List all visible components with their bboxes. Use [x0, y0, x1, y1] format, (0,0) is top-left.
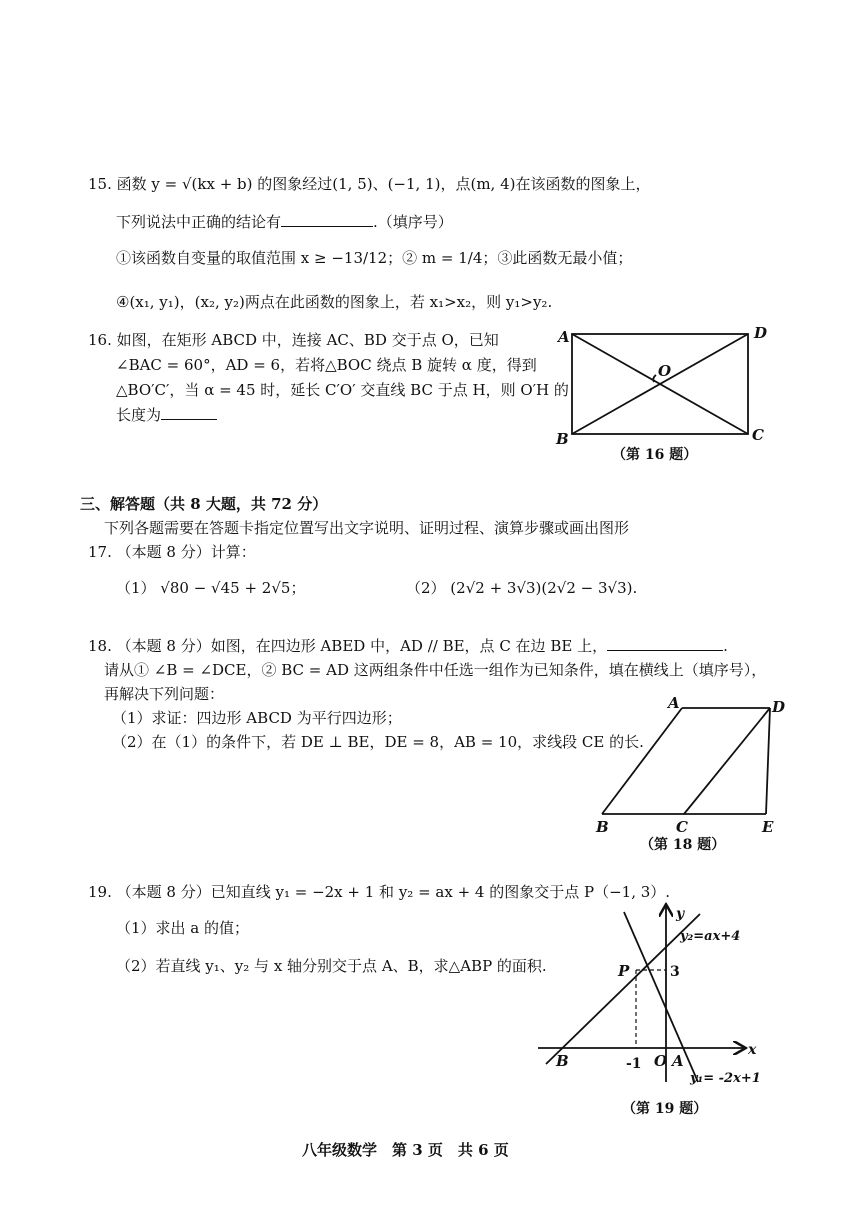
- q15-answer-blank: [281, 212, 373, 227]
- q16-label-c: C: [752, 426, 764, 444]
- q18-part1: （1）求证：四边形 ABCD 为平行四边形；: [112, 709, 402, 727]
- q16-label-a: A: [558, 328, 570, 346]
- q16-label-d: D: [754, 324, 768, 342]
- section3-title: 三、解答题（共 8 大题，共 72 分）: [80, 495, 328, 513]
- q15-line2-text: 下列说法中正确的结论有: [116, 213, 282, 231]
- q16-line3: △BO′C′，当 α = 45 时，延长 C′O′ 交直线 BC 于点 H，则 O′H 的: [116, 381, 569, 399]
- q19-label-b: B: [556, 1052, 569, 1070]
- q17-part1: （1） √80 − √45 + 2√5；: [116, 579, 306, 597]
- q18-part2: （2）在（1）的条件下，若 DE ⊥ BE，DE = 8，AB = 10，求线段 CE 的长.: [112, 733, 644, 751]
- q19-label-y1: y₁= -2x+1: [690, 1071, 761, 1086]
- q18-label-c: C: [676, 818, 688, 836]
- q15-line1: 15. 函数 y = √(kx + b) 的图象经过(1, 5)、(−1, 1)，点(m, 4)在该函数的图象上，: [88, 175, 651, 193]
- q19-label-3: 3: [670, 964, 680, 980]
- q16-answer-blank: [161, 405, 217, 420]
- q18-line1-period: .: [723, 637, 728, 655]
- q18-label-b: B: [596, 818, 609, 836]
- q16-line1: 16. 如图，在矩形 ABCD 中，连接 AC、BD 交于点 O，已知: [88, 331, 499, 349]
- page-footer: 八年级数学 第 3 页 共 6 页: [302, 1141, 509, 1159]
- q19-line-y2: [546, 914, 700, 1064]
- q18-segment-de: [766, 708, 770, 814]
- q16-label-b: B: [556, 430, 569, 446]
- q18-line1-text: 18. （本题 8 分）如图，在四边形 ABED 中，AD // BE，点 C 在边 BE 上，: [88, 637, 608, 655]
- q18-figure: [588, 690, 798, 840]
- q19-label-minus1: -1: [626, 1056, 642, 1072]
- q18-line3: 再解决下列问题：: [104, 685, 225, 703]
- q19-figure: [530, 896, 774, 1090]
- q18-answer-blank: [607, 636, 723, 651]
- q18-line2: 请从① ∠B = ∠DCE，② BC = AD 这两组条件中任选一组作为已知条件，填在横线上（填序号），: [104, 661, 767, 679]
- q19-label-y: y: [676, 906, 685, 922]
- q19-label-p: P: [618, 962, 630, 980]
- q19-line1: 19. （本题 8 分）已知直线 y₁ = −2x + 1 和 y₂ = ax + 4 的图象交于点 P（−1, 3）.: [88, 883, 671, 901]
- q15-line3: ①该函数自变量的取值范围 x ≥ −13/12；② m = 1/4；③此函数无最小值；: [116, 249, 633, 267]
- q15-line2: [116, 212, 453, 232]
- q18-caption: （第 18 题）: [640, 837, 726, 853]
- q19-label-o: O: [654, 1052, 668, 1070]
- q18-segment-dc: [684, 708, 770, 814]
- q18-label-d: D: [772, 698, 786, 716]
- q16-line2: ∠BAC = 60°，AD = 6，若将△BOC 绕点 B 旋转 α 度，得到: [116, 356, 537, 374]
- q18-label-a: A: [668, 694, 680, 712]
- q17-part2: （2） (2√2 + 3√3)(2√2 − 3√3).: [406, 579, 638, 597]
- q16-figure: [548, 322, 778, 446]
- q19-label-a: A: [672, 1052, 684, 1070]
- q19-label-x: x: [748, 1042, 757, 1058]
- q17-line1: 17. （本题 8 分）计算：: [88, 543, 256, 561]
- q16-line4-text: 长度为: [116, 406, 162, 424]
- q19-part1: （1）求出 a 的值；: [116, 919, 250, 937]
- section3-instruction: 下列各题需要在答题卡指定位置写出文字说明、证明过程、演算步骤或画出图形: [104, 519, 630, 537]
- q18-segment-ab: [602, 708, 682, 814]
- q16-line4: [116, 405, 217, 425]
- q16-label-o: O: [658, 362, 672, 380]
- q19-label-y2: y₂=ax+4: [680, 929, 741, 944]
- q19-caption: （第 19 题）: [622, 1101, 708, 1117]
- q18-label-e: E: [762, 818, 774, 836]
- q19-part2: （2）若直线 y₁、y₂ 与 x 轴分别交于点 A、B，求△ABP 的面积.: [116, 957, 547, 975]
- q15-line4: ④(x₁, y₁)，(x₂, y₂)两点在此函数的图象上，若 x₁>x₂，则 y₁>y₂.: [116, 293, 553, 311]
- q16-caption: （第 16 题）: [612, 447, 698, 463]
- q15-line2-tail: .（填序号）: [373, 213, 453, 231]
- q18-line1: [88, 636, 728, 656]
